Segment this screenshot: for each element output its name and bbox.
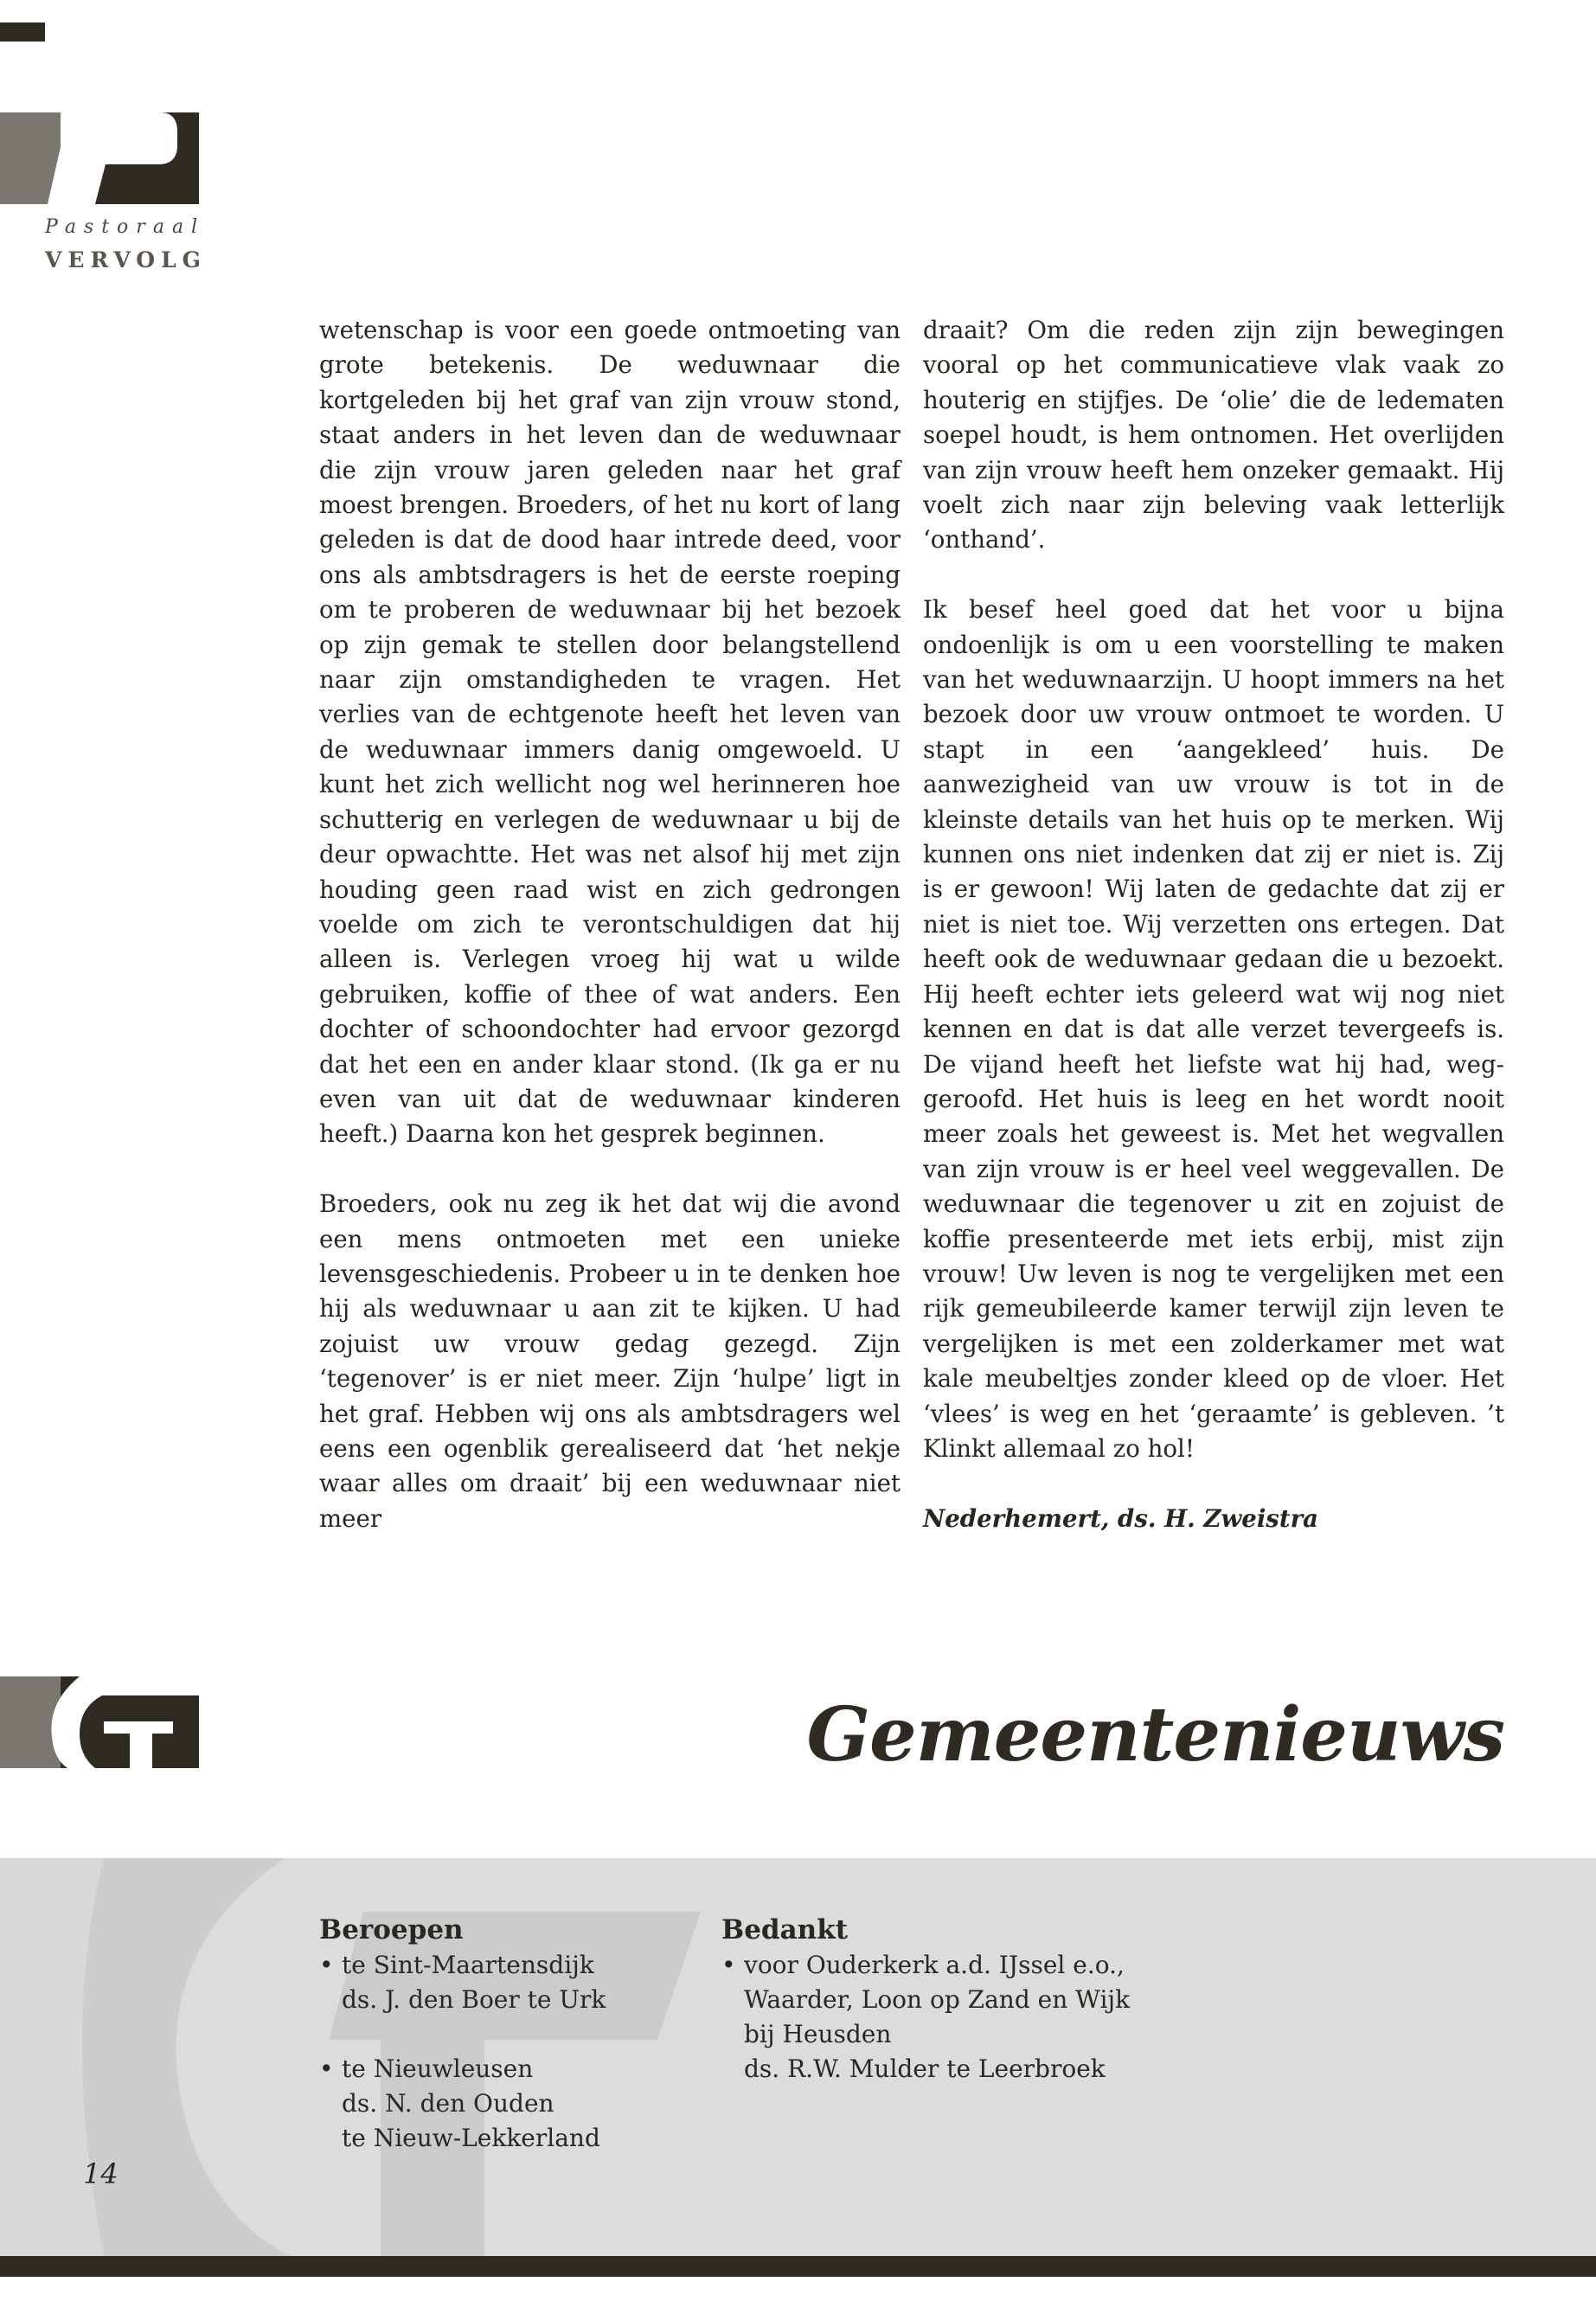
list-item	[721, 1948, 1130, 2086]
footer-bar	[0, 2256, 1596, 2277]
section-subtitle: Pastoraal	[45, 216, 206, 238]
top-corner-mark	[0, 22, 45, 42]
article-column-right	[923, 313, 1504, 1536]
list-item-line: ds. R.W. Mulder te Leerbroek	[744, 2054, 1106, 2083]
article-paragraph: draait? Om die reden zijn zijn bewegingen vooral op het communicatieve vlak vaak zo houterig en stijfjes. De ‘olie’ die de ledematen soepel houdt, is hem ontnomen. Het overlijden van zijn vrouw heeft hem onzeker gemaakt. Hij voelt zich naar zijn beleving vaak letterlijk ‘onthand’.	[923, 316, 1504, 554]
news-column-beroepen	[319, 1912, 606, 2156]
news-list	[721, 1948, 1130, 2086]
list-item-line: Waarder, Loon op Zand en Wijk	[744, 1985, 1131, 2014]
news-heading: Gemeentenieuws	[806, 1691, 1504, 1779]
list-item-line: ds. J. den Boer te Urk	[342, 1985, 606, 2014]
article-paragraph: wetenschap is voor een goede ontmoeting van grote betekenis. De weduwnaar die kortgeleden bij het graf van zijn vrouw stond, staat anders in het leven dan de weduwnaar die zijn vrouw jaren geleden naar het graf moest brengen. Broeders, of het nu kort of lang geleden is dat de dood haar intrede deed, voor ons als ambtsdragers is het de eerste roeping om te proberen de weduwnaar bij het bezoek op zijn gemak te stellen door belangstellend naar zijn omstandigheden te vragen. Het verlies van de echtgenote heeft het leven van de weduwnaar immers danig omgewoeld. U kunt het zich wellicht nog wel herinneren hoe schutterig en verlegen de weduwnaar u bij de deur opwachtte. Het was net alsof hij met zijn houding geen raad wist en zich gedrongen voelde om zich te verontschuldigen dat hij alleen is. Verlegen vroeg hij wat u wilde gebruiken, koffie of thee of wat anders. Een dochter of schoondochter had ervoor gezorgd dat het een en ander klaar stond. (Ik ga er nu even van uit dat de weduwnaar kinderen heeft.) Daarna kon het gesprek beginnen.	[319, 316, 901, 1149]
list-item-line: • te Nieuwleusen	[342, 2054, 534, 2083]
list-item-line: te Nieuw-Lekkerland	[342, 2124, 600, 2152]
news-section-title: Beroepen	[319, 1914, 464, 1945]
list-item-line: • voor Ouderkerk a.d. IJssel e.o.,	[744, 1951, 1125, 1979]
news-column-bedankt	[721, 1912, 1130, 2086]
news-section-title: Bedankt	[721, 1914, 849, 1945]
list-item-line: bij Heusden	[744, 2020, 892, 2048]
article-column-left	[319, 313, 901, 1536]
section-title: VERVOLG	[45, 247, 208, 272]
article-paragraph: Broeders, ook nu zeg ik het dat wij die avond een mens ontmoeten met een unieke levensgeschiedenis. Probeer u in te denken hoe hij als weduwnaar u aan zit te kijken. U had zojuist uw vrouw gedag gezegd. Zijn ‘tegenover’ is er niet meer. Zijn ‘hulpe’ ligt in het graf. Hebben wij ons als ambtsdragers wel eens een ogenblik gerealiseerd dat ‘het nekje waar alles om draait’ bij een weduwnaar niet meer	[319, 1189, 901, 1533]
p-letter-logo-icon	[0, 112, 199, 204]
list-item	[319, 1948, 606, 2017]
list-item	[319, 2052, 606, 2156]
list-item-line: ds. N. den Ouden	[342, 2089, 554, 2118]
g-letter-logo-icon	[0, 1676, 199, 1768]
news-list	[319, 1948, 606, 2156]
page-number: 14	[83, 2157, 119, 2190]
list-item-line: • te Sint-Maartensdijk	[342, 1951, 594, 1979]
article-signature: Nederhemert, ds. H. Zweistra	[923, 1503, 1318, 1533]
article-paragraph: Ik besef heel goed dat het voor u bijna ondoenlijk is om u een voorstelling te maken van het weduwnaarzijn. U hoopt immers na het bezoek door uw vrouw ontmoet te worden. U stapt in een ‘aangekleed’ huis. De aanwezigheid van uw vrouw is tot in de kleinste details van het huis op te merken. Wij kunnen ons niet indenken dat zij er niet is. Zij is er gewoon! Wij laten de gedachte dat zij er niet is niet toe. Wij verzetten ons ertegen. Dat heeft ook de weduwnaar gedaan die u bezoekt. Hij heeft echter iets geleerd wat wij nog niet kennen en dat is dat alle verzet tevergeefs is. De vijand heeft het liefste wat hij had, weggeroofd. Het huis is leeg en het wordt nooit meer zoals het geweest is. Met het wegvallen van zijn vrouw is er heel veel weggevallen. De weduwnaar die tegenover u zit en zojuist de koffie presenteerde met iets erbij, mist zijn vrouw! Uw leven is nog te vergelijken met een rijk gemeubileerde kamer terwijl zijn leven te vergelijken is met een zolderkamer met wat kale meubeltjes zonder kleed op de vloer. Het ‘vlees’ is weg en het ‘geraamte’ is gebleven. ’t Klinkt allemaal zo hol!	[923, 595, 1504, 1463]
